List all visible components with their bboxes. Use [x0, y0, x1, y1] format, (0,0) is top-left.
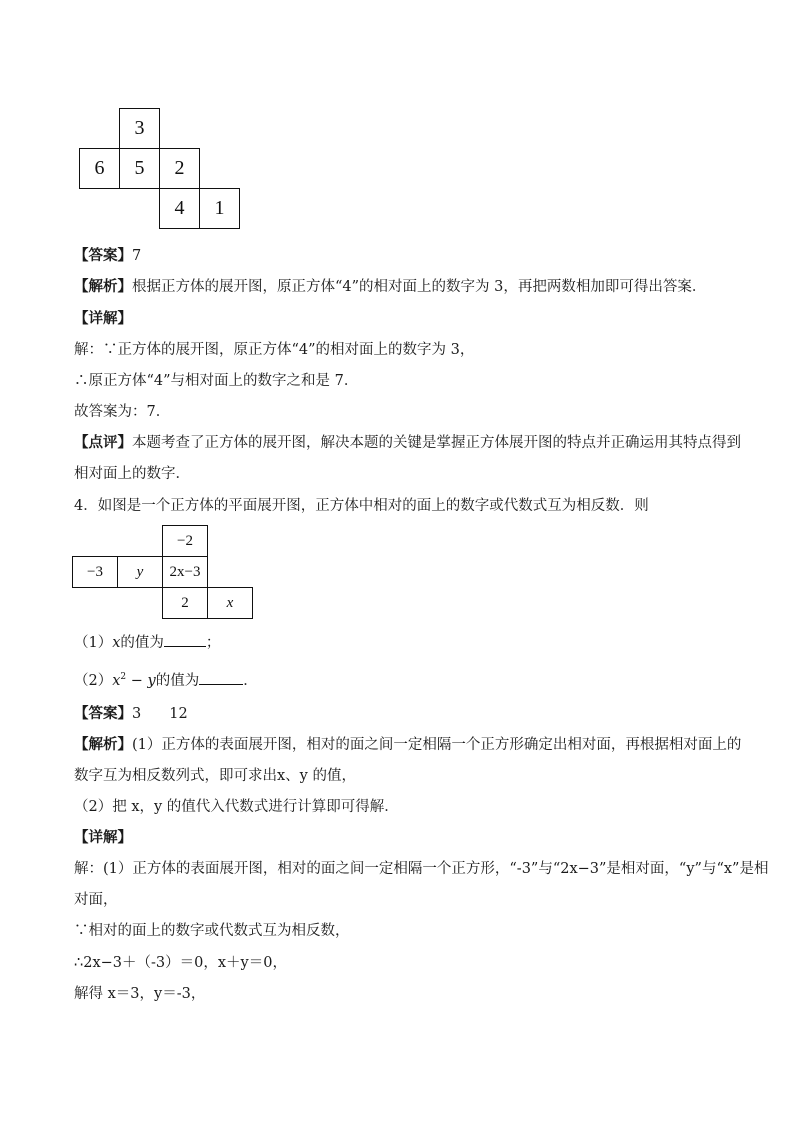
net-cell: 2x−3 — [162, 556, 208, 588]
q3-analysis — [74, 277, 706, 297]
q4-detail-line-2: 对面， — [74, 892, 118, 908]
analysis-text: (1）正方体的表面展开图，相对的面之间一定相隔一个正方形确定出相对面，再根据相对面上的 — [132, 737, 742, 753]
q4-detail-line-1: 解：(1）正方体的表面展开图，相对的面之间一定相隔一个正方形，“-3”与“2x−3”是相对面，“y”与“x”是相 — [74, 861, 769, 877]
sub2-end: ． — [243, 672, 258, 689]
q4-analysis-line-3: （2）把 x，y 的值代入代数式进行计算即可得解． — [74, 799, 399, 815]
q4-detail-label: 【详解】 — [74, 829, 132, 846]
q4-detail-line-4: ∴2x−3＋（-3）＝0，x＋y＝0， — [74, 955, 287, 971]
sub2-prefix: （2） — [74, 672, 113, 689]
q3-detail-line-3: 故答案为：7． — [74, 404, 171, 420]
net-cell: x — [207, 587, 253, 619]
q4-question: 4．如图是一个正方体的平面展开图，正方体中相对的面上的数字或代数式互为相反数．则 — [74, 498, 649, 514]
net-cell: 6 — [79, 148, 120, 189]
q3-comment — [74, 433, 741, 453]
q4-detail-line-3: ∵相对的面上的数字或代数式互为相反数， — [74, 923, 350, 939]
net-cell: 2 — [159, 148, 200, 189]
sub1-end: ； — [205, 635, 221, 651]
sub1-prefix: （1） — [74, 635, 113, 651]
answer-label: 【答案】 — [74, 705, 132, 722]
q3-detail-line-1: 解：∵正方体的展开图，原正方体“4”的相对面上的数字为 3， — [74, 342, 475, 358]
q4-sub-question-1 — [74, 632, 220, 653]
sub2-x: x — [112, 672, 121, 689]
q4-sub-question-2 — [74, 667, 258, 691]
q3-comment-line-2: 相对面上的数字． — [74, 466, 190, 482]
q3-detail-line-2: ∴原正方体“4”与相对面上的数字之和是 7． — [74, 373, 359, 389]
net-cell: 1 — [199, 188, 240, 229]
net-cell: 3 — [119, 108, 160, 149]
sub2-y: y — [147, 672, 156, 689]
q4-analysis-line-2: 数字互为相反数列式，即可求出x、y 的值， — [74, 768, 356, 784]
q3-detail-label: 【详解】 — [74, 310, 132, 327]
analysis-text: 根据正方体的展开图，原正方体“4”的相对面上的数字为 3，再把两数相加即可得出答案． — [132, 279, 707, 295]
answer-value-2: 12 — [169, 706, 188, 722]
sub1-text: 的值为 — [120, 635, 164, 651]
sub1-var: x — [112, 635, 121, 651]
sub2-text: 的值为 — [155, 672, 200, 689]
net-cell: 2 — [162, 587, 208, 619]
cube-net-figure-1 — [79, 108, 243, 231]
analysis-label: 【解析】 — [74, 736, 132, 753]
comment-text: 本题考查了正方体的展开图，解决本题的关键是掌握正方体展开图的特点并正确运用其特点得到 — [132, 435, 741, 451]
net-cell: −3 — [72, 556, 118, 588]
sub2-exponent: 2 — [120, 672, 127, 682]
sub2-minus: − — [126, 672, 148, 689]
answer-value: 7 — [132, 248, 142, 264]
q3-answer — [74, 246, 141, 266]
comment-label: 【点评】 — [74, 434, 132, 451]
net-cell: y — [117, 556, 163, 588]
answer-blank-1[interactable] — [164, 632, 206, 647]
net-cell: −2 — [162, 525, 208, 557]
net-cell: 4 — [159, 188, 200, 229]
answer-blank-2[interactable] — [199, 670, 243, 685]
q4-detail-line-5: 解得 x＝3，y＝-3， — [74, 986, 206, 1002]
answer-label: 【答案】 — [74, 247, 132, 264]
q4-answer — [74, 704, 188, 724]
analysis-label: 【解析】 — [74, 278, 132, 295]
answer-value-1: 3 — [132, 706, 142, 722]
q4-analysis — [74, 735, 741, 755]
cube-net-figure-2 — [72, 525, 256, 621]
net-cell: 5 — [119, 148, 160, 189]
